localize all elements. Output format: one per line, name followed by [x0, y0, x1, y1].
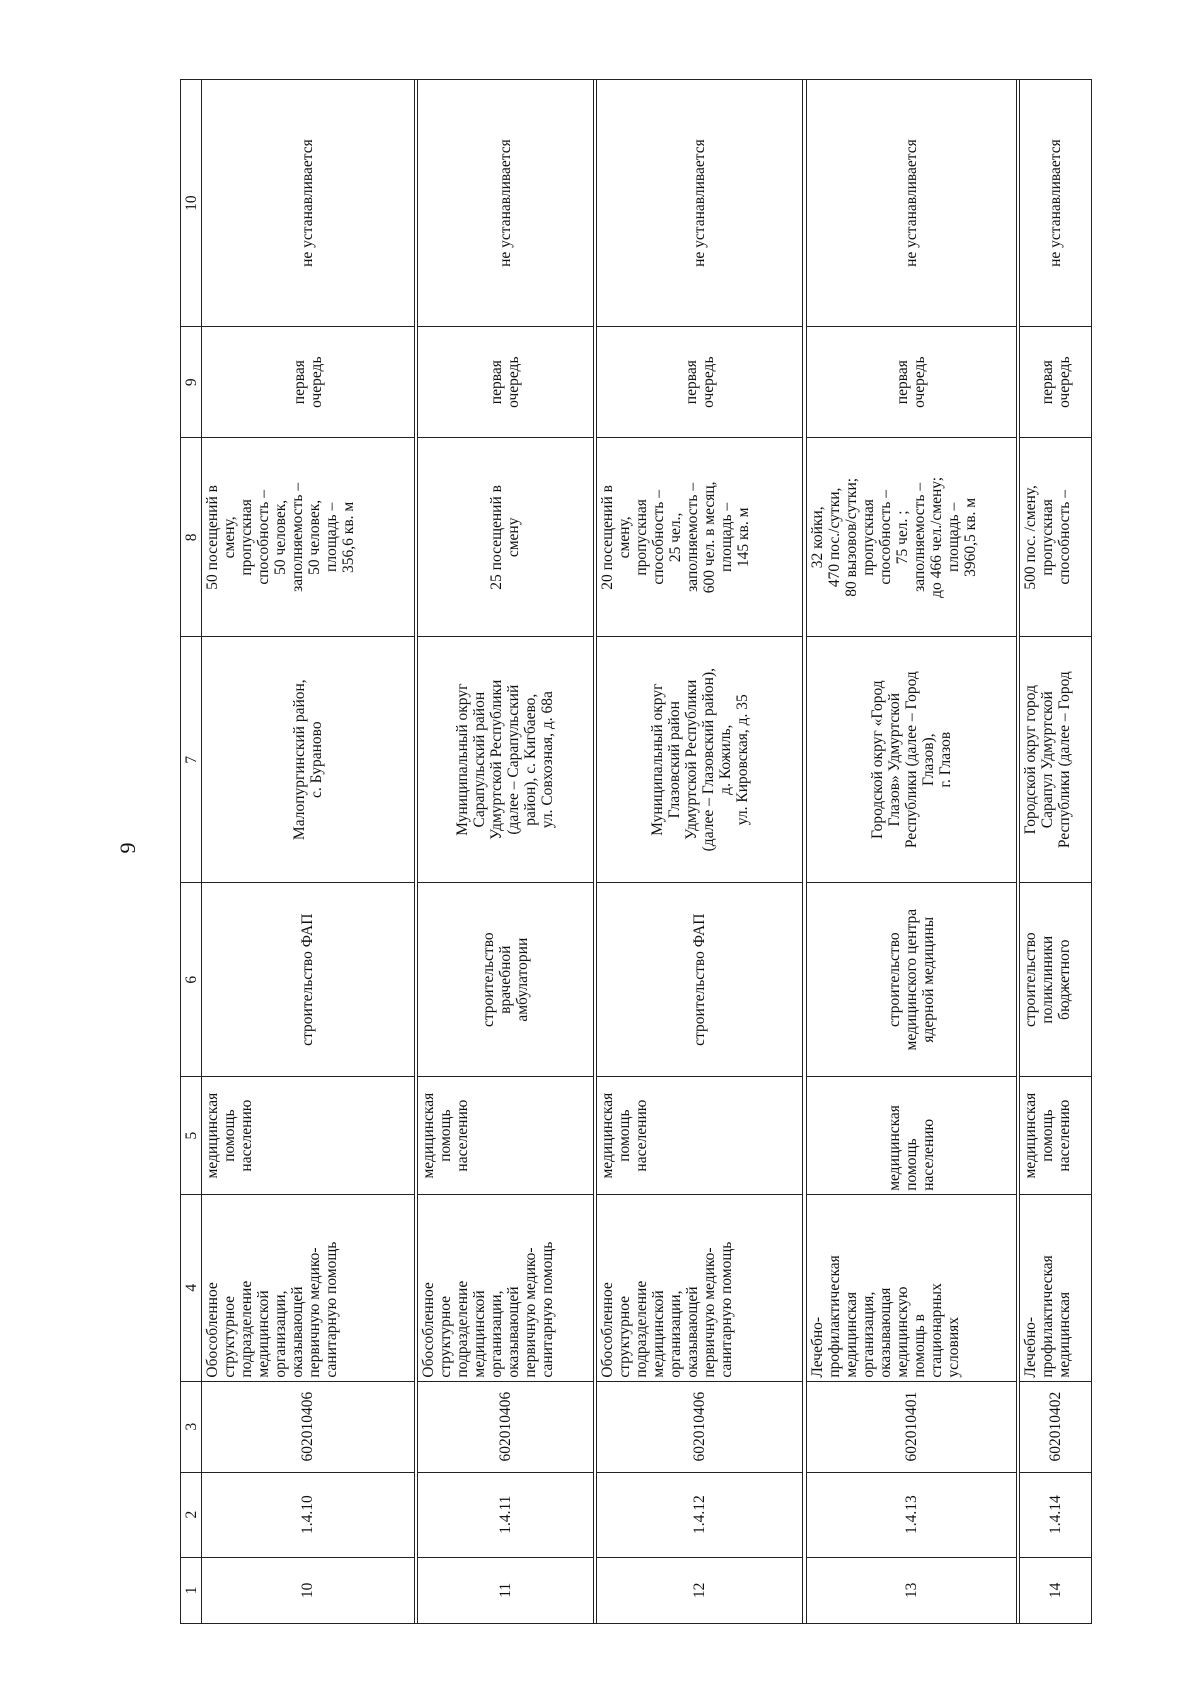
item-code: 1.4.11: [417, 1472, 593, 1557]
row-number: 13: [806, 1557, 1017, 1623]
work-description: строительство ФАП: [202, 882, 415, 1077]
purpose: медицинская помощь населению: [202, 1077, 415, 1194]
location: Малопургинский район, с. Бураново: [202, 637, 415, 882]
header-cell-9: 9: [181, 327, 202, 438]
header-cell-3: 3: [181, 1381, 202, 1472]
location: Городской округ город Сарапул Удмуртской Республики (далее – Город: [1020, 637, 1092, 882]
purpose: медицинская помощь населению: [1020, 1077, 1092, 1194]
work-description: строительство ФАП: [596, 882, 802, 1077]
characteristics: 32 койки, 470 пос./сутки, 80 вызовов/сутки; пропускная способность – 75 чел. ; заполняемость – до 466 чел./смену; площадь – 3960,5 кв. м: [806, 438, 1017, 637]
zone-status: не устанавливается: [1020, 80, 1092, 327]
header-cell-4: 4: [181, 1194, 202, 1381]
zone-status: не устанавливается: [417, 80, 593, 327]
zone-status: не устанавливается: [806, 80, 1017, 327]
purpose: медицинская помощь населению: [596, 1077, 802, 1194]
object-type: Обособленное структурное подразделение медицинской организации, оказывающей первичную медико- санитарную помощь: [417, 1194, 593, 1381]
characteristics: 500 пос. /смену, пропускная способность –: [1020, 438, 1092, 637]
classifier-code: 602010406: [417, 1381, 593, 1472]
object-type: Обособленное структурное подразделение медицинской организации, оказывающей первичную медико- санитарную помощь: [596, 1194, 802, 1381]
characteristics: 50 посещений в смену, пропускная способность – 50 человек, заполняемость – 50 человек, площадь – 356,6 кв. м: [202, 438, 415, 637]
stage: первая очередь: [806, 327, 1017, 438]
header-cell-8: 8: [181, 438, 202, 637]
work-description: строительство поликлиники бюджетного: [1020, 882, 1092, 1077]
purpose: медицинская помощь населению: [417, 1077, 593, 1194]
item-code: 1.4.13: [806, 1472, 1017, 1557]
object-type: Лечебно- профилактическая медицинская организация, оказывающая медицинскую помощь в стационарных условиях: [806, 1194, 1017, 1381]
item-code: 1.4.14: [1020, 1472, 1092, 1557]
rotated-table-container: [180, 79, 1092, 1624]
row-number: 12: [596, 1557, 802, 1623]
object-type: Лечебно- профилактическая медицинская: [1020, 1194, 1092, 1381]
header-cell-6: 6: [181, 882, 202, 1077]
classifier-code: 602010406: [202, 1381, 415, 1472]
header-cell-2: 2: [181, 1472, 202, 1557]
zone-status: не устанавливается: [202, 80, 415, 327]
table-row: [596, 80, 802, 1624]
work-description: строительство врачебной амбулатории: [417, 882, 593, 1077]
row-number: 10: [202, 1557, 415, 1623]
purpose: медицинская помощь населению: [806, 1077, 1017, 1194]
item-code: 1.4.10: [202, 1472, 415, 1557]
stage: первая очередь: [1020, 327, 1092, 438]
table-row: [202, 80, 415, 1624]
table-row: [806, 80, 1017, 1624]
work-description: строительство медицинского центра ядерной медицины: [806, 882, 1017, 1077]
location: Городской округ «Город Глазов» Удмуртской Республики (далее – Город Глазов), г. Глазов: [806, 637, 1017, 882]
item-code: 1.4.12: [596, 1472, 802, 1557]
location: Муниципальный округ Глазовский район Удмуртской Республики (далее – Глазовский район), д. Кожиль, ул. Кировская, д. 35: [596, 637, 802, 882]
zone-status: не устанавливается: [596, 80, 802, 327]
stage: первая очередь: [202, 327, 415, 438]
table-row: [1020, 80, 1092, 1624]
characteristics: 25 посещений в смену: [417, 438, 593, 637]
register-table: [180, 79, 1092, 1624]
row-number: 11: [417, 1557, 593, 1623]
stage: первая очередь: [417, 327, 593, 438]
location: Муниципальный округ Сарапульский район Удмуртской Республики (далее – Сарапульский район), с. Кигбаево, ул. Совхозная, д. 68а: [417, 637, 593, 882]
header-cell-1: 1: [181, 1557, 202, 1623]
characteristics: 20 посещений в смену, пропускная способность – 25 чел., заполняемость – 600 чел. в месяц, площадь – 145 кв. м: [596, 438, 802, 637]
stage: первая очередь: [596, 327, 802, 438]
header-cell-10: 10: [181, 80, 202, 327]
header-cell-5: 5: [181, 1077, 202, 1194]
table-row: [417, 80, 593, 1624]
classifier-code: 602010401: [806, 1381, 1017, 1472]
object-type: Обособленное структурное подразделение медицинской организации, оказывающей первичную медико- санитарную помощь: [202, 1194, 415, 1381]
classifier-code: 602010406: [596, 1381, 802, 1472]
classifier-code: 602010402: [1020, 1381, 1092, 1472]
row-number: 14: [1020, 1557, 1092, 1623]
header-row: [181, 80, 202, 1624]
header-cell-7: 7: [181, 637, 202, 882]
page-number: 9: [115, 842, 140, 854]
